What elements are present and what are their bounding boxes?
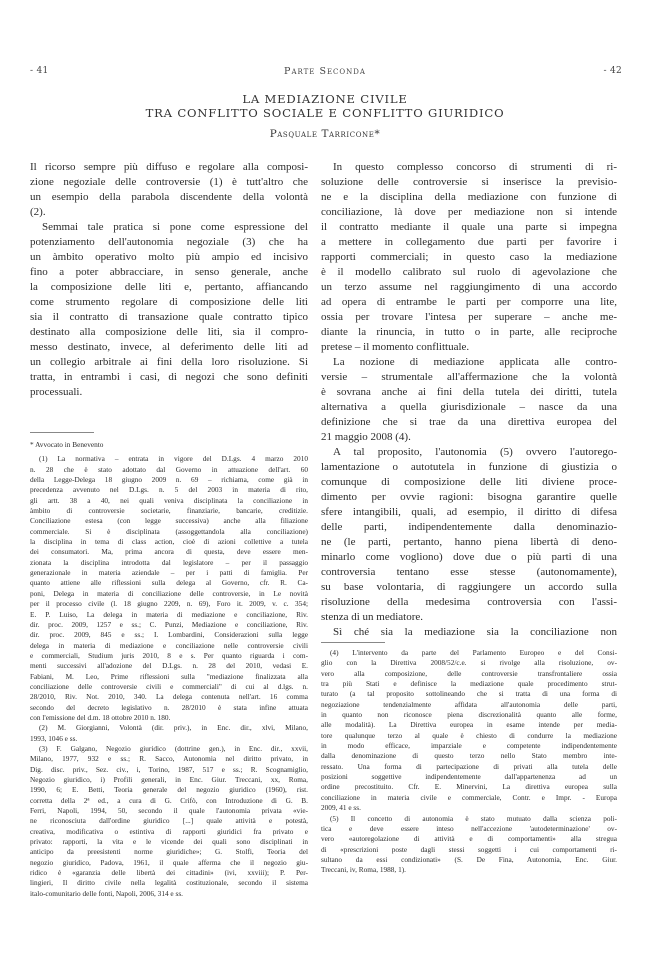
left-notes-line: E. P. Luiso, La delega in materia di mediazione e conciliazione, Riv. [30, 609, 308, 619]
left-body-line: sia il contratto di transazione quale contratto tipico [30, 311, 308, 323]
left-notes-line: creativa, modificativa o estintiva di rapporti giuridici fra privato e [30, 826, 308, 836]
left-notes-line: la disciplina in tema di class action, cioè di azioni collettive a tutela [30, 537, 308, 547]
left-notes-line: Conciliazione estesa (con legge successiva) anche alla filiazione [30, 516, 308, 526]
right-body-line: delle parti, indipendentemente dalla denominazio- [321, 521, 617, 533]
left-notes-line: e commerciali, Studium juris 2010, 8 e s. Per quanto riguarda i com- [30, 650, 308, 660]
left-notes-line: 28/2010, Riv. Not. 2010, 340. La delega contenuta nell'art. 16 comma [30, 692, 308, 702]
left-notes-line: conciliazione delle controversie civili e commerciali" di cui al d.lgs. n. [30, 681, 308, 691]
running-head: Parte Seconda [284, 66, 366, 77]
left-notes-line: Negozio giuridico, i) Profili generali, in Enc. Giur. Treccani, xx, Roma, [30, 775, 308, 784]
right-body-line: 21 maggio 2008 (4). [321, 431, 411, 443]
left-notes-line: anticipo da preesistenti norme giuridiche»; G. Stolfi, Teoria del [30, 847, 308, 857]
left-notes-line: commerciale. Si è disciplinata (assoggettandola alla conciliazione) [30, 526, 308, 536]
right-body-line: su base volontaria, di raggiungere un accordo sulla [321, 581, 617, 593]
right-notes-line: di «prescrizioni poste dagli stessi soggetti i cui comportamenti ri- [321, 844, 617, 854]
right-body-line: soluzione delle controversie si inserisce la previsio- [321, 176, 617, 188]
left-notes-line: zionata la disciplina introdotta dal legislatore – per il passaggio [30, 557, 308, 567]
left-notes-line: ridico è «garanzia delle libertà dei cittadini» (ivi, xxviii); P. Per- [30, 868, 308, 878]
right-body-line: sfere intangibili, quali, ad esempio, il diritto di difesa [321, 506, 617, 518]
right-body-line: un terzo assume nel raggiungimento di una accordo [321, 281, 617, 293]
right-body-line: In questo complesso concorso di strumenti di ri- [333, 161, 617, 173]
left-body-line: zione negoziale delle controversie (1) è tutt'altro che [30, 176, 308, 188]
left-notes-line: italo-comunitario delle fonti, Napoli, 2006, 314 e ss. [30, 888, 184, 898]
right-body-line: il contratto mediante il quale una parte si impegna [321, 221, 617, 233]
left-notes-line: 1993, 1046 e ss. [30, 733, 78, 743]
left-body-line: (2). [30, 206, 46, 218]
left-body-line: come strumento regolare di composizione delle liti [30, 296, 308, 308]
right-body-line: Sì ché sia la mediazione sia la conciliazione non [333, 626, 617, 638]
right-notes-line: negoziazione tendenzialmente affidata all'autonomia delle parti, [321, 699, 617, 709]
right-body-line: è sovrana anche ai fini della tutela dei diritti, tutela [321, 386, 617, 398]
left-body-line: destinato alla composizione delle liti, sia il compro- [30, 326, 308, 338]
left-notes-line: n. 28 che è stato adottato dal Governo in attuazione dell'art. 60 [30, 464, 308, 474]
right-body-line: risoluzione della medesima controversia con l'assi- [321, 596, 617, 608]
left-body-line: messo destinato, invece, al deferimento delle liti ad [30, 341, 308, 353]
right-body-line: a mettere in collegamento due parti per favorire i [321, 236, 617, 248]
right-body-line: alternativa a quella giurisdizionale – nasce da una [321, 401, 617, 413]
left-body-line: un àmbito operativo molto più ampio ed incisivo [30, 251, 308, 263]
right-notes-line: vero «autoregolazione di attività e di comportamenti» alla stregua [321, 834, 617, 844]
right-body-line: dimento per ovvie ragioni: bisogna garantire quelle [321, 491, 617, 503]
right-body-line: rapporti commerciali; in questo caso la mediazione [321, 251, 617, 263]
article-title-line-1: LA MEDIAZIONE CIVILE [242, 92, 408, 106]
article-title-line-2: TRA CONFLITTO SOCIALE E CONFLITTO GIURIDICO [145, 106, 505, 120]
right-body-line: ossia per trovare l'intesa per superare – anche me- [321, 311, 617, 323]
right-footnote-rule [321, 642, 385, 643]
left-notes-line: dei consumatori. Ma, prima ancora di questa, deve essere men- [30, 547, 308, 557]
right-footnotes [321, 648, 617, 876]
left-notes-line: dir. proc. 2009, 1257 e ss.; C. Punzi, Mediazione e conciliazione, Riv. [30, 619, 308, 629]
left-notes-line: della Legge-Delega 18 giugno 2009 n. 69 – richiama, come già in [30, 475, 308, 485]
right-notes-line: tore qualunque terzo al quale è chiesto di condurre la mediazione [321, 730, 617, 740]
left-notes-line: gli artt. 38 a 40, nei quali veniva disciplinata la conciliazione in [30, 495, 308, 505]
left-page-number: - 41 [30, 66, 49, 76]
left-notes-line: * Avvocato in Benevento [30, 440, 104, 449]
left-notes-line: quanto attiene alle riflessioni sulla delega al Governo, cfr. R. Ca- [30, 578, 308, 588]
right-notes-line: tra più Stati e definisce la mediazione quale procedimento strut- [321, 679, 617, 689]
left-notes-line: ne riconosciuta dall'ordine giuridico [...] quale attività e potestà, [30, 816, 308, 826]
right-notes-line: tica e deve essere inteso nell'accezione 'autodeterminazione' ov- [321, 823, 617, 833]
left-notes-line: corretta della 2ª ed., a cura di G. Crifò, con Introduzione di G. B. [30, 795, 308, 805]
left-body-line: un collegio arbitrale ai fini della loro risoluzione. Si [30, 356, 308, 368]
left-body-line: fino a poter abbracciare, in senso generale, anche [30, 266, 308, 278]
right-notes-line: ordine precostituito. Cfr. E. Minervini, La direttiva europea sulla [321, 782, 617, 792]
right-notes-line: 2009, 41 e ss. [321, 803, 361, 813]
right-page-number: - 42 [603, 66, 622, 76]
article-heading [0, 92, 650, 140]
right-body-line: ne e la disciplina della mediazione con funzione di [321, 191, 617, 203]
right-body-line: è il modello calibrato sul ruolo di agevolazione che [321, 266, 617, 278]
left-body-line: potenziamento dell'autonomia negoziale (3) che ha [30, 236, 308, 248]
right-body-line: A tal proposito, l'autonomia (5) ovvero l'autorego- [333, 446, 617, 458]
left-notes-line: privato: rapporti, la vita e le vicende dei quali sono disciplinati in [30, 837, 308, 847]
right-notes-line: posizioni soggettive indipendentemente dall'appartenenza ad un [321, 772, 617, 782]
left-notes-line: Ferri, Napoli, 1994, 50, secondo il quale l'autonomia privata «vie- [30, 806, 308, 816]
left-body-line: un esempio della parabola discendente della volontà [30, 191, 308, 203]
right-body-column [321, 160, 617, 640]
right-body-line: ad opera di entrambe le parti per comporre una lite, [321, 296, 617, 308]
left-footnotes [30, 440, 308, 899]
left-notes-line: Dig. disc. priv., Sez. civ., i, Torino, 1987, 517 e ss.; R. Scognamiglio, [30, 764, 308, 774]
right-notes-line: vero alla composizione, delle controversie transfrontaliere ossia [321, 668, 617, 678]
left-notes-line: poni, Delega in materia di conciliazione delle controversie, in Le novità [30, 588, 308, 598]
right-body-line: La nozione di mediazione applicata alle contro- [333, 356, 617, 368]
right-notes-line: (5) Il concetto di autonomia è stato mutuato dalla scienza poli- [330, 813, 617, 823]
left-body-column [30, 160, 308, 400]
right-body-line: controversia tentano esse stesse (autonomamente), [321, 566, 617, 578]
left-notes-line: 1990, 6; E. Betti, Teoria generale del negozio giuridico (1960), rist. [30, 785, 308, 795]
left-notes-line: (1) La normativa – entrata in vigore del D.Lgs. 4 marzo 2010 [39, 454, 308, 464]
left-body-line: tratta, in entrambi i casi, di negozi che sono definiti [30, 371, 308, 383]
left-notes-line: per il processo civile (l. 18 giugno 2209, n. 69), Foro it. 2009, v. c. 354; [30, 599, 308, 609]
left-footnote-rule [30, 432, 94, 433]
left-body-line: processuali. [30, 386, 83, 398]
right-body-line: lamentazione o autotutela in funzione di giustizia o [321, 461, 617, 473]
left-notes-line: secondo del decreto legislativo n. 28/2010 è stata infine attuata [30, 702, 308, 712]
left-body-line: la composizione delle liti e, pertanto, affiancando [30, 281, 308, 293]
right-body-line: definizione che si trae da una direttiva europea del [321, 416, 617, 428]
left-notes-line: generazionale in materia aziendale – per i patti di famiglia. Per [30, 568, 308, 578]
left-notes-line: delega in materia di mediazione e conciliazione nelle controversie civili [30, 640, 308, 650]
article-author: Pasquale Tarricone* [269, 128, 381, 140]
right-notes-line: glio con la Direttiva 2008/52/c.e. si rivolge alla risoluzione, ov- [321, 658, 617, 668]
right-body-line: stenza di un mediatore. [321, 611, 424, 623]
left-notes-line: dir. proc. 2009, 845 e ss.; I. Lombardini, Considerazioni sulla legge [30, 630, 308, 640]
left-body-line: Semmai tale pratica si pone come espressione del [42, 221, 308, 233]
left-notes-line: (2) M. Giorgianni, Volontà (dir. priv.), in Enc. dir., xlvi, Milano, [39, 723, 308, 733]
right-notes-line: alle modalità). La Direttiva europea in esame intende per media- [321, 720, 617, 730]
left-notes-line: lingieri, Il diritto civile nella legalità costituzionale, secondo il sistema [30, 878, 308, 888]
right-notes-line: ressato. Una forma di partecipazione di privati alla tutela delle [321, 761, 617, 771]
left-notes-line: menti successivi all'adozione del D.Lgs. n. 28 del 2010, vedasi E. [30, 661, 308, 671]
right-notes-line: conciliazione in materia civile e commerciale, Contr. e Impr. - Europa [321, 792, 617, 802]
right-body-line: ne (le parti, pertanto, hanno piena libertà di deno- [321, 536, 617, 548]
right-notes-line: turato (a tal proposito sottolineando che si tratta di una forma di [321, 689, 617, 699]
right-body-line: versie – strumentale all'affermazione che la volontà [321, 371, 617, 383]
right-body-line: comunque di composizione delle liti diviene proce- [321, 476, 617, 488]
left-notes-line: (3) F. Galgano, Negozio giuridico (dottrine gen.), in Enc. dir., xxvii, [39, 743, 308, 753]
left-notes-line: negozio giuridico, Padova, 1961, il quale afferma che il negozio giu- [30, 857, 308, 867]
right-body-line: minarlo come vogliono) dove due o più parti di una [321, 551, 617, 563]
right-body-line: conciliazione, là dove per mediazione non si intende [321, 206, 617, 218]
left-notes-line: Milano, 1977, 932 e ss.; R. Sacco, Autonomia nel diritto privato, in [30, 754, 308, 764]
right-notes-line: in modo efficace, imparziale e competente indipendentemente [321, 741, 617, 751]
left-notes-line: àmbito di controversie societarie, finanziarie, bancarie, creditizie. [30, 506, 308, 516]
right-notes-line: dalla denominazione di questo terzo nello Stato membro inte- [321, 751, 617, 761]
right-body-line: diante la rinuncia, in tutto o in parte, alle reciproche [321, 326, 617, 338]
left-notes-line: precedenza avvenuto nel D.Lgs. n. 5 del 2003 in materia di rito, [30, 485, 308, 495]
right-notes-line: sultano da essi condizionati» (S. De Fina, Autonomia, Enc. Giur. [321, 854, 617, 864]
left-body-line: Il ricorso sempre più diffuso e regolare alla composi- [30, 161, 308, 173]
right-notes-line: Treccani, iv, Roma, 1988, 1). [321, 865, 406, 875]
right-body-line: pretese – il momento conflittuale. [321, 341, 470, 353]
left-notes-line: Fabiani, M. Leo, Prime riflessioni sulla "mediazione finalizzata alla [30, 671, 308, 681]
left-notes-line: con l'emissione del d.m. 18 ottobre 2010 n. 180. [30, 712, 171, 722]
right-notes-line: in quanto non riconosce piena discrezionalità quanto alle forme, [321, 710, 617, 720]
right-notes-line: (4) L'intervento da parte del Parlamento Europeo e del Consi- [330, 648, 617, 657]
